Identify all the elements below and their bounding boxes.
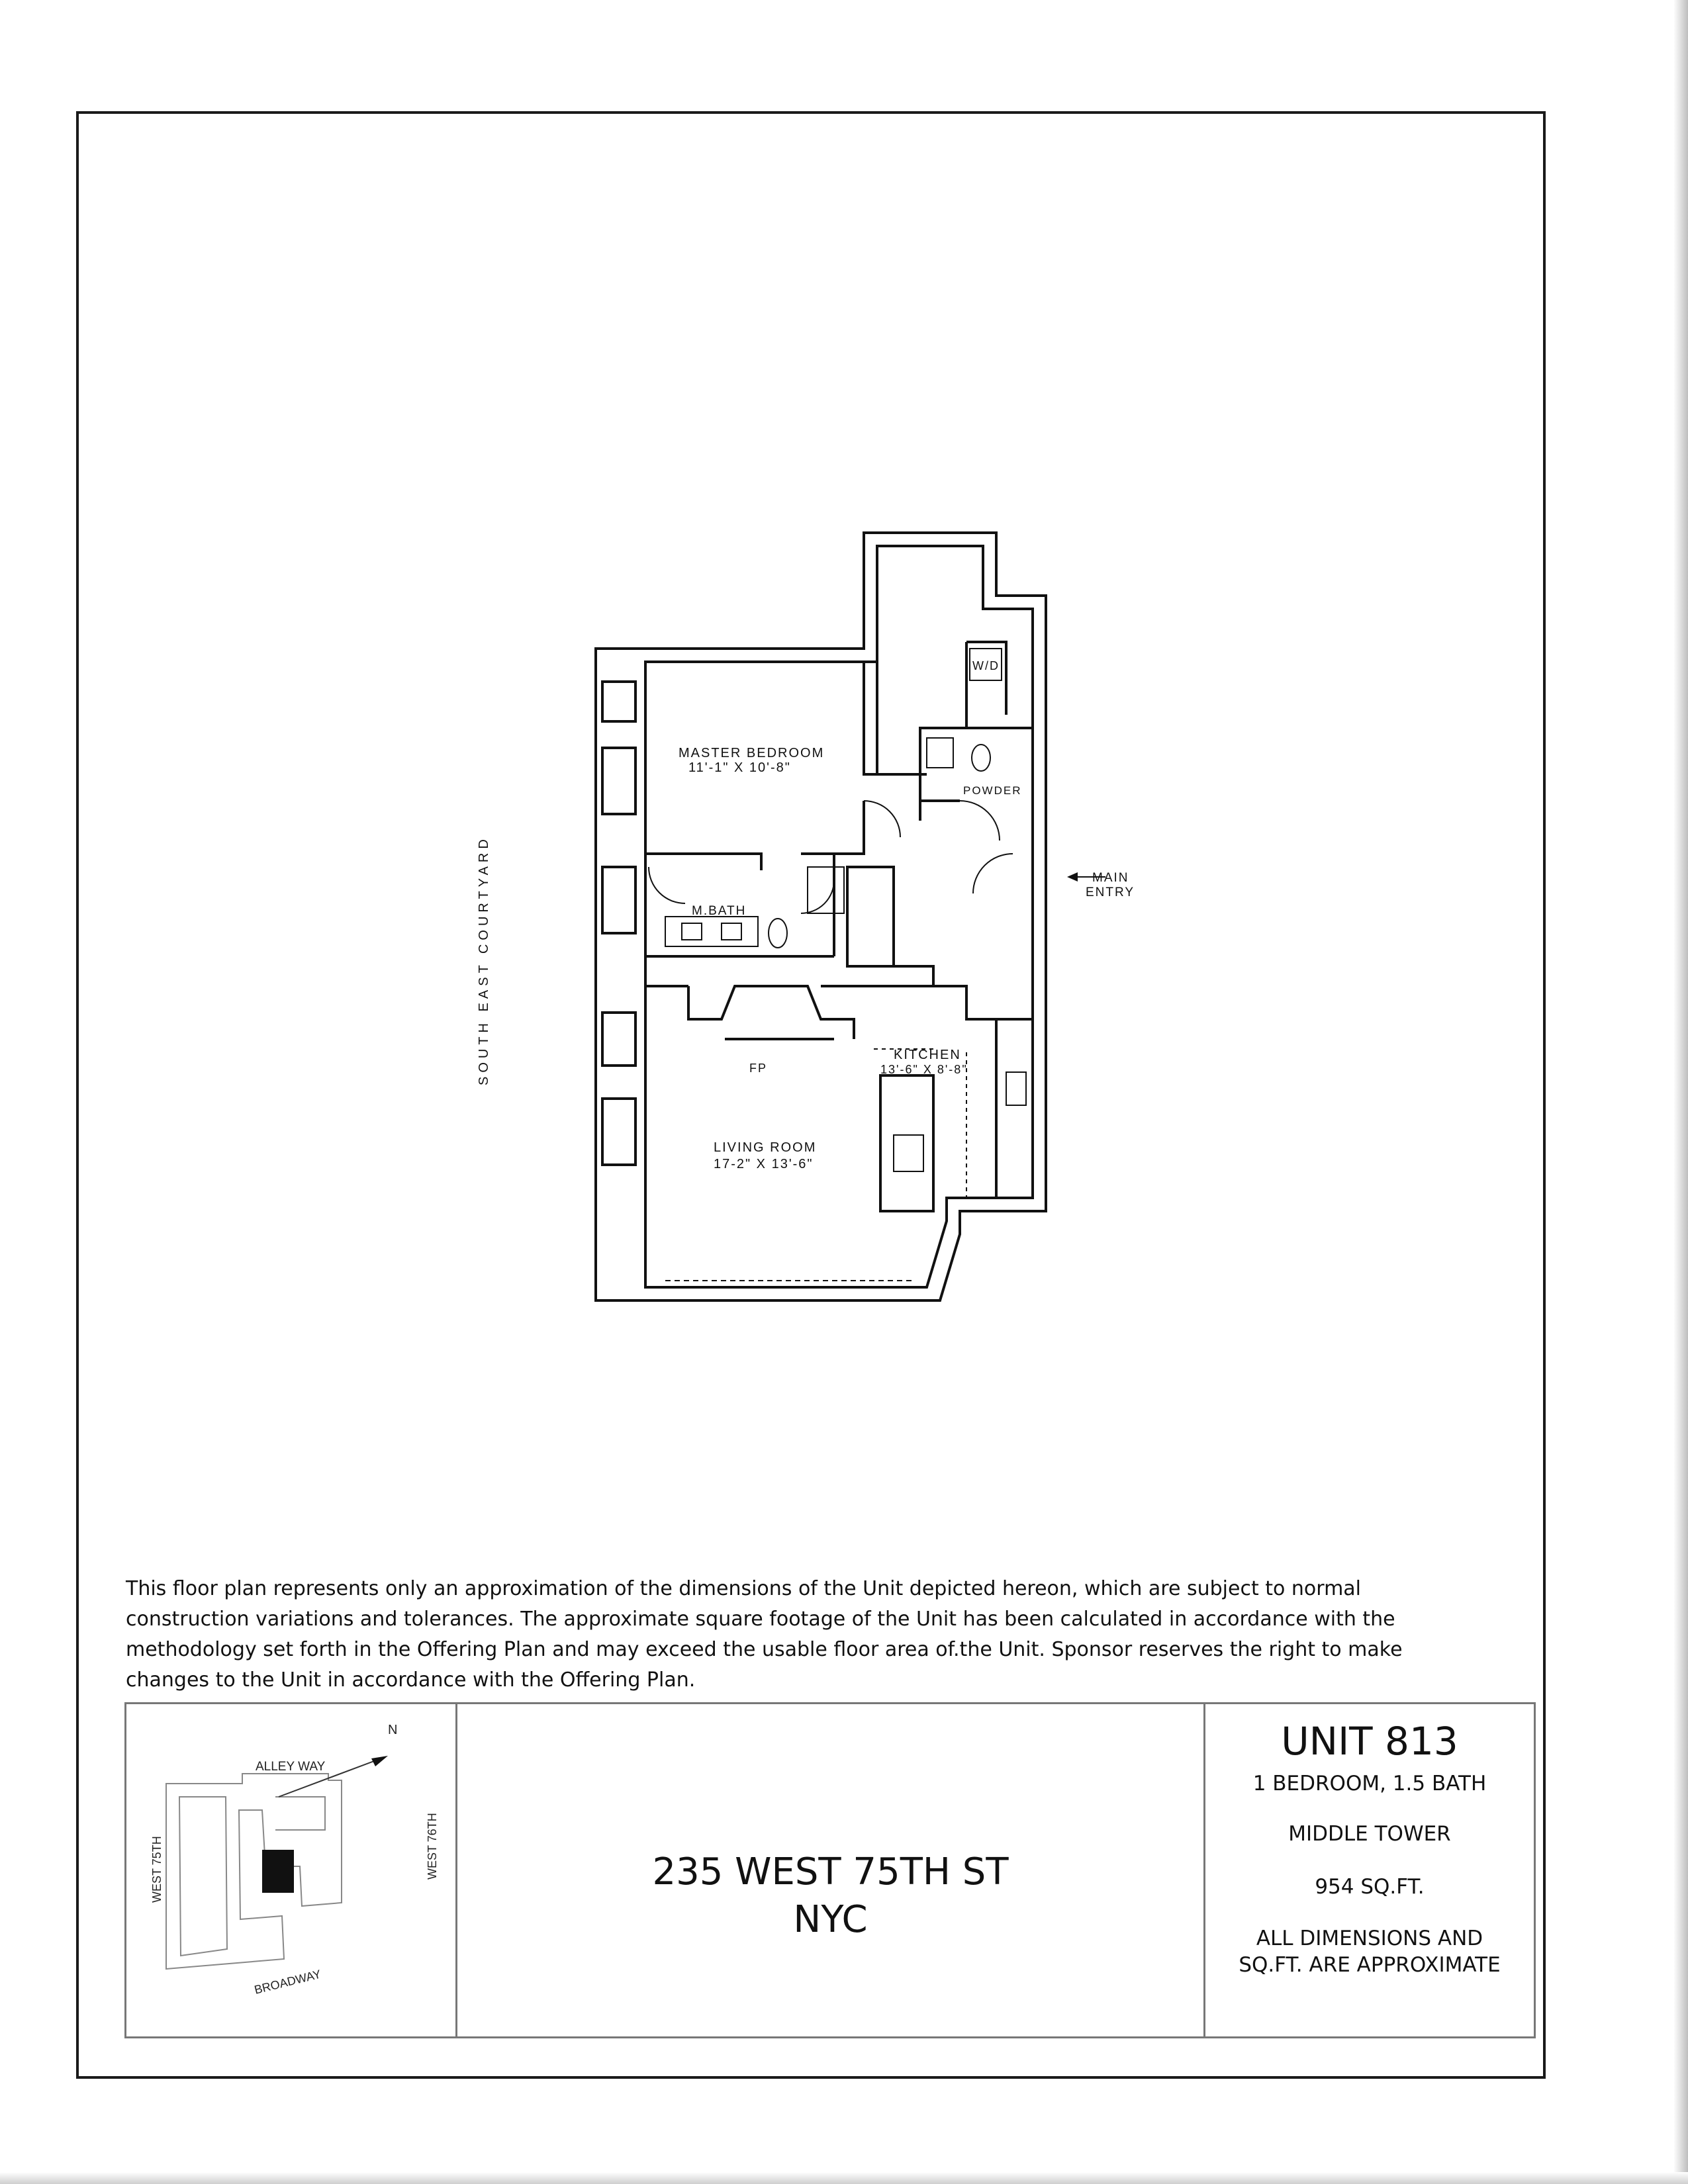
alley-label: ALLEY WAY — [256, 1760, 326, 1774]
unit-info — [1205, 1716, 1534, 1978]
address — [457, 1848, 1203, 1944]
master-bedroom-dims: 11'-1" X 10'-8" — [688, 760, 791, 775]
powder-label: POWDER — [963, 784, 1022, 797]
courtyard-label: SOUTH EAST COURTYARD — [477, 835, 491, 1085]
kitchen-label: KITCHEN — [894, 1048, 961, 1062]
floor-plan — [503, 510, 1165, 1324]
unit-beds-baths: 1 BEDROOM, 1.5 BATH — [1252, 1772, 1487, 1796]
scan-edge-bottom — [0, 2172, 1688, 2184]
key-map-drawing — [126, 1704, 453, 2036]
plan-fixtures — [649, 649, 1026, 1281]
main-entry-label-1: MAIN — [1092, 871, 1129, 885]
unit-title: UNIT 813 — [1281, 1719, 1458, 1764]
kitchen-dims: 13'-6" X 8'-8" — [880, 1063, 968, 1076]
disclaimer-text: This floor plan represents only an approximation of the dimensions of the Unit depicted hereon, which are subject to normal construction variations and tolerances. The approximate square footage of the Unit has been calculated in accordance with the methodology set forth in the Offering Plan and may exceed the usable floor area of.the Unit. Sponsor reserves the right to make changes to the Unit in accordance with the Offering Plan. — [126, 1577, 1403, 1692]
key-map — [126, 1704, 457, 2036]
floor-plan-drawing — [503, 510, 1165, 1324]
mbath-label: M.BATH — [692, 904, 747, 918]
address-cell — [457, 1704, 1205, 2036]
wd-label: W/D — [972, 659, 1000, 672]
broadway-label: BROADWAY — [253, 1967, 322, 1997]
unit-tower: MIDDLE TOWER — [1288, 1822, 1451, 1846]
west76-label: WEST 76TH — [426, 1813, 439, 1880]
main-entry-label-2: ENTRY — [1086, 886, 1135, 899]
living-room-label: LIVING ROOM — [714, 1140, 817, 1155]
unit-location-marker — [262, 1850, 294, 1893]
unit-note-line-1: ALL DIMENSIONS AND — [1256, 1927, 1483, 1950]
master-bedroom-label: MASTER BEDROOM — [679, 746, 825, 760]
fp-label: FP — [749, 1062, 768, 1075]
living-room-dims: 17-2" X 13'-6" — [714, 1157, 814, 1171]
address-line-1: 235 WEST 75TH ST — [652, 1850, 1009, 1893]
scan-edge-right — [1673, 0, 1688, 2184]
unit-info-cell — [1205, 1704, 1534, 2036]
north-label: N — [388, 1723, 398, 1737]
title-block — [124, 1702, 1536, 2038]
unit-note — [1205, 1925, 1534, 1978]
unit-sqft: 954 SQ.FT. — [1315, 1875, 1425, 1899]
north-arrow-icon — [371, 1756, 388, 1766]
unit-note-line-2: SQ.FT. ARE APPROXIMATE — [1239, 1953, 1501, 1977]
address-line-2: NYC — [793, 1898, 868, 1941]
west75-label: WEST 75TH — [150, 1836, 164, 1903]
